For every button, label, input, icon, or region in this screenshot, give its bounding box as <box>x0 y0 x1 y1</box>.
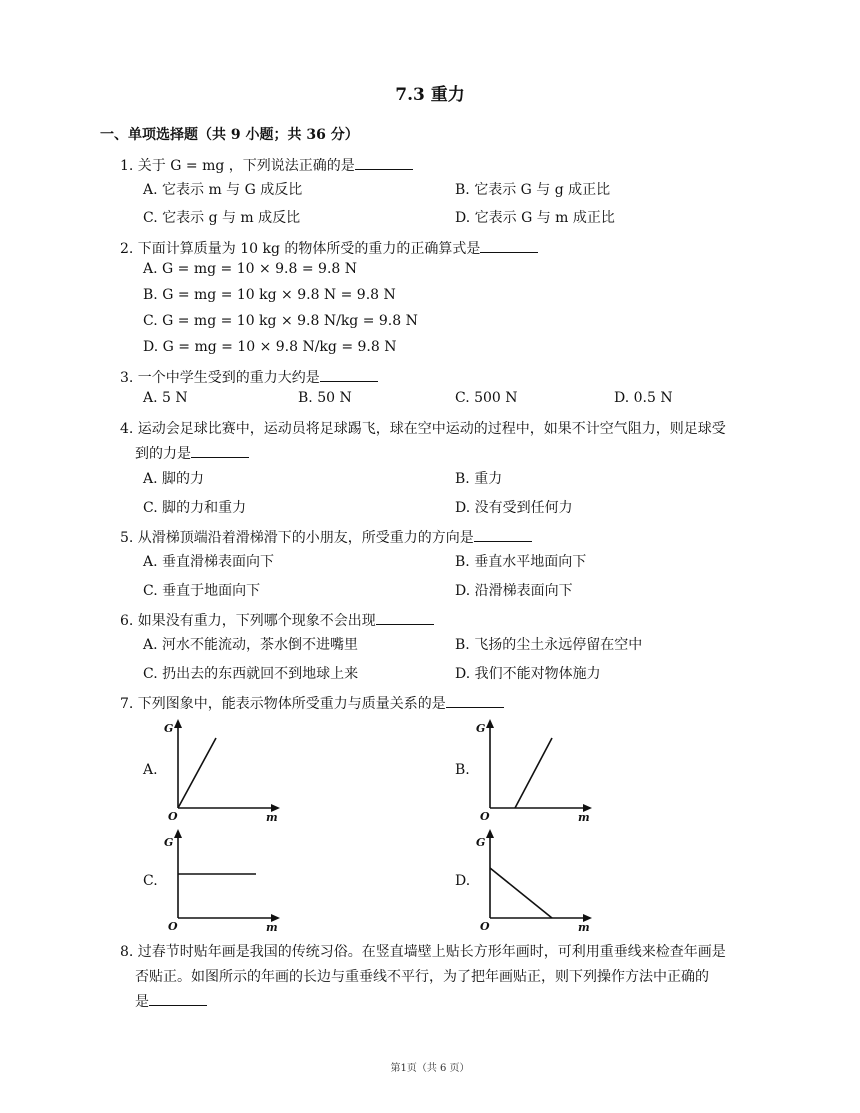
q1-option-d[interactable]: D. 它表示 G 与 m 成正比 <box>455 210 615 226</box>
q5-option-d[interactable]: D. 沿滑梯表面向下 <box>455 583 573 599</box>
q6-option-d[interactable]: D. 我们不能对物体施力 <box>455 666 601 682</box>
q1-option-b[interactable]: B. 它表示 G 与 g 成正比 <box>455 182 611 198</box>
q7-option-a[interactable]: A. <box>143 762 158 778</box>
answer-blank[interactable] <box>355 157 413 170</box>
svg-text:m: m <box>266 811 278 824</box>
svg-text:O: O <box>168 920 178 933</box>
q3-option-c[interactable]: C. 500 N <box>455 390 518 406</box>
question-2-stem: 2. 下面计算质量为 10 kg 的物体所受的重力的正确算式是 <box>120 238 538 258</box>
q2-option-c[interactable]: C. G = mg = 10 kg × 9.8 N/kg = 9.8 N <box>143 313 418 329</box>
answer-blank[interactable] <box>191 445 249 458</box>
q4-option-c[interactable]: C. 脚的力和重力 <box>143 500 247 516</box>
svg-text:G: G <box>164 722 174 735</box>
q1-option-c[interactable]: C. 它表示 g 与 m 成反比 <box>143 210 301 226</box>
svg-text:O: O <box>480 810 490 823</box>
q4-option-d[interactable]: D. 没有受到任何力 <box>455 500 573 516</box>
q5-option-b[interactable]: B. 垂直水平地面向下 <box>455 554 587 570</box>
q5-option-a[interactable]: A. 垂直滑梯表面向下 <box>143 554 275 570</box>
svg-text:m: m <box>266 921 278 934</box>
graph-b[interactable] <box>470 718 600 823</box>
q6-option-a[interactable]: A. 河水不能流动，茶水倒不进嘴里 <box>143 637 359 653</box>
q4-option-a[interactable]: A. 脚的力 <box>143 471 205 487</box>
question-4-stem-line1: 4. 运动会足球比赛中，运动员将足球踢飞，球在空中运动的过程中，如果不计空气阻力，则足球受 <box>120 421 726 437</box>
graph-b-line <box>515 738 552 808</box>
q2-option-d[interactable]: D. G = mg = 10 × 9.8 N/kg = 9.8 N <box>143 339 397 355</box>
question-8-stem-line2: 否贴正。如图所示的年画的长边与重垂线不平行，为了把年画贴正，则下列操作方法中正确的 <box>135 969 709 985</box>
q5-option-c[interactable]: C. 垂直于地面向下 <box>143 583 261 599</box>
question-6-stem: 6. 如果没有重力，下列哪个现象不会出现 <box>120 610 434 630</box>
q2-option-b[interactable]: B. G = mg = 10 kg × 9.8 N = 9.8 N <box>143 287 396 303</box>
graph-a-line <box>178 738 216 808</box>
svg-text:m: m <box>578 811 590 824</box>
page-title: 7.3 重力 <box>395 85 465 105</box>
question-3-stem: 3. 一个中学生受到的重力大约是 <box>120 367 378 387</box>
q3-option-a[interactable]: A. 5 N <box>143 390 188 406</box>
question-7-stem: 7. 下列图象中，能表示物体所受重力与质量关系的是 <box>120 693 504 713</box>
q3-option-b[interactable]: B. 50 N <box>298 390 352 406</box>
svg-text:O: O <box>480 920 490 933</box>
answer-blank[interactable] <box>480 240 538 253</box>
q7-option-c[interactable]: C. <box>143 873 158 889</box>
section-heading: 一、单项选择题（共 9 小题；共 36 分） <box>100 127 359 143</box>
graph-d[interactable] <box>470 828 600 933</box>
answer-blank[interactable] <box>474 529 532 542</box>
answer-blank[interactable] <box>376 612 434 625</box>
graph-d-line <box>490 868 552 918</box>
q7-option-d[interactable]: D. <box>455 873 471 889</box>
svg-text:O: O <box>168 810 178 823</box>
question-1-stem: 1. 关于 G = mg ，下列说法正确的是 <box>120 155 413 175</box>
answer-blank[interactable] <box>446 695 504 708</box>
page-footer: 第1页（共 6 页） <box>390 1063 470 1074</box>
answer-blank[interactable] <box>320 369 378 382</box>
q2-option-a[interactable]: A. G = mg = 10 × 9.8 = 9.8 N <box>143 261 357 277</box>
svg-text:G: G <box>476 836 486 849</box>
svg-text:G: G <box>164 836 174 849</box>
q7-option-b[interactable]: B. <box>455 762 470 778</box>
svg-text:G: G <box>476 722 486 735</box>
answer-blank[interactable] <box>149 993 207 1006</box>
q4-option-b[interactable]: B. 重力 <box>455 471 503 487</box>
question-8-stem-line3: 是 <box>135 991 207 1011</box>
question-5-stem: 5. 从滑梯顶端沿着滑梯滑下的小朋友，所受重力的方向是 <box>120 527 532 547</box>
q6-option-b[interactable]: B. 飞扬的尘土永远停留在空中 <box>455 637 643 653</box>
q6-option-c[interactable]: C. 扔出去的东西就回不到地球上来 <box>143 666 359 682</box>
graph-c[interactable] <box>158 828 288 933</box>
svg-text:m: m <box>578 921 590 934</box>
question-4-stem-line2: 到的力是 <box>135 443 249 463</box>
graph-a[interactable] <box>158 718 288 823</box>
q3-option-d[interactable]: D. 0.5 N <box>614 390 673 406</box>
q1-option-a[interactable]: A. 它表示 m 与 G 成反比 <box>143 182 303 198</box>
question-8-stem-line1: 8. 过春节时贴年画是我国的传统习俗。在竖直墙壁上贴长方形年画时，可利用重垂线来检查年画是 <box>120 944 726 960</box>
